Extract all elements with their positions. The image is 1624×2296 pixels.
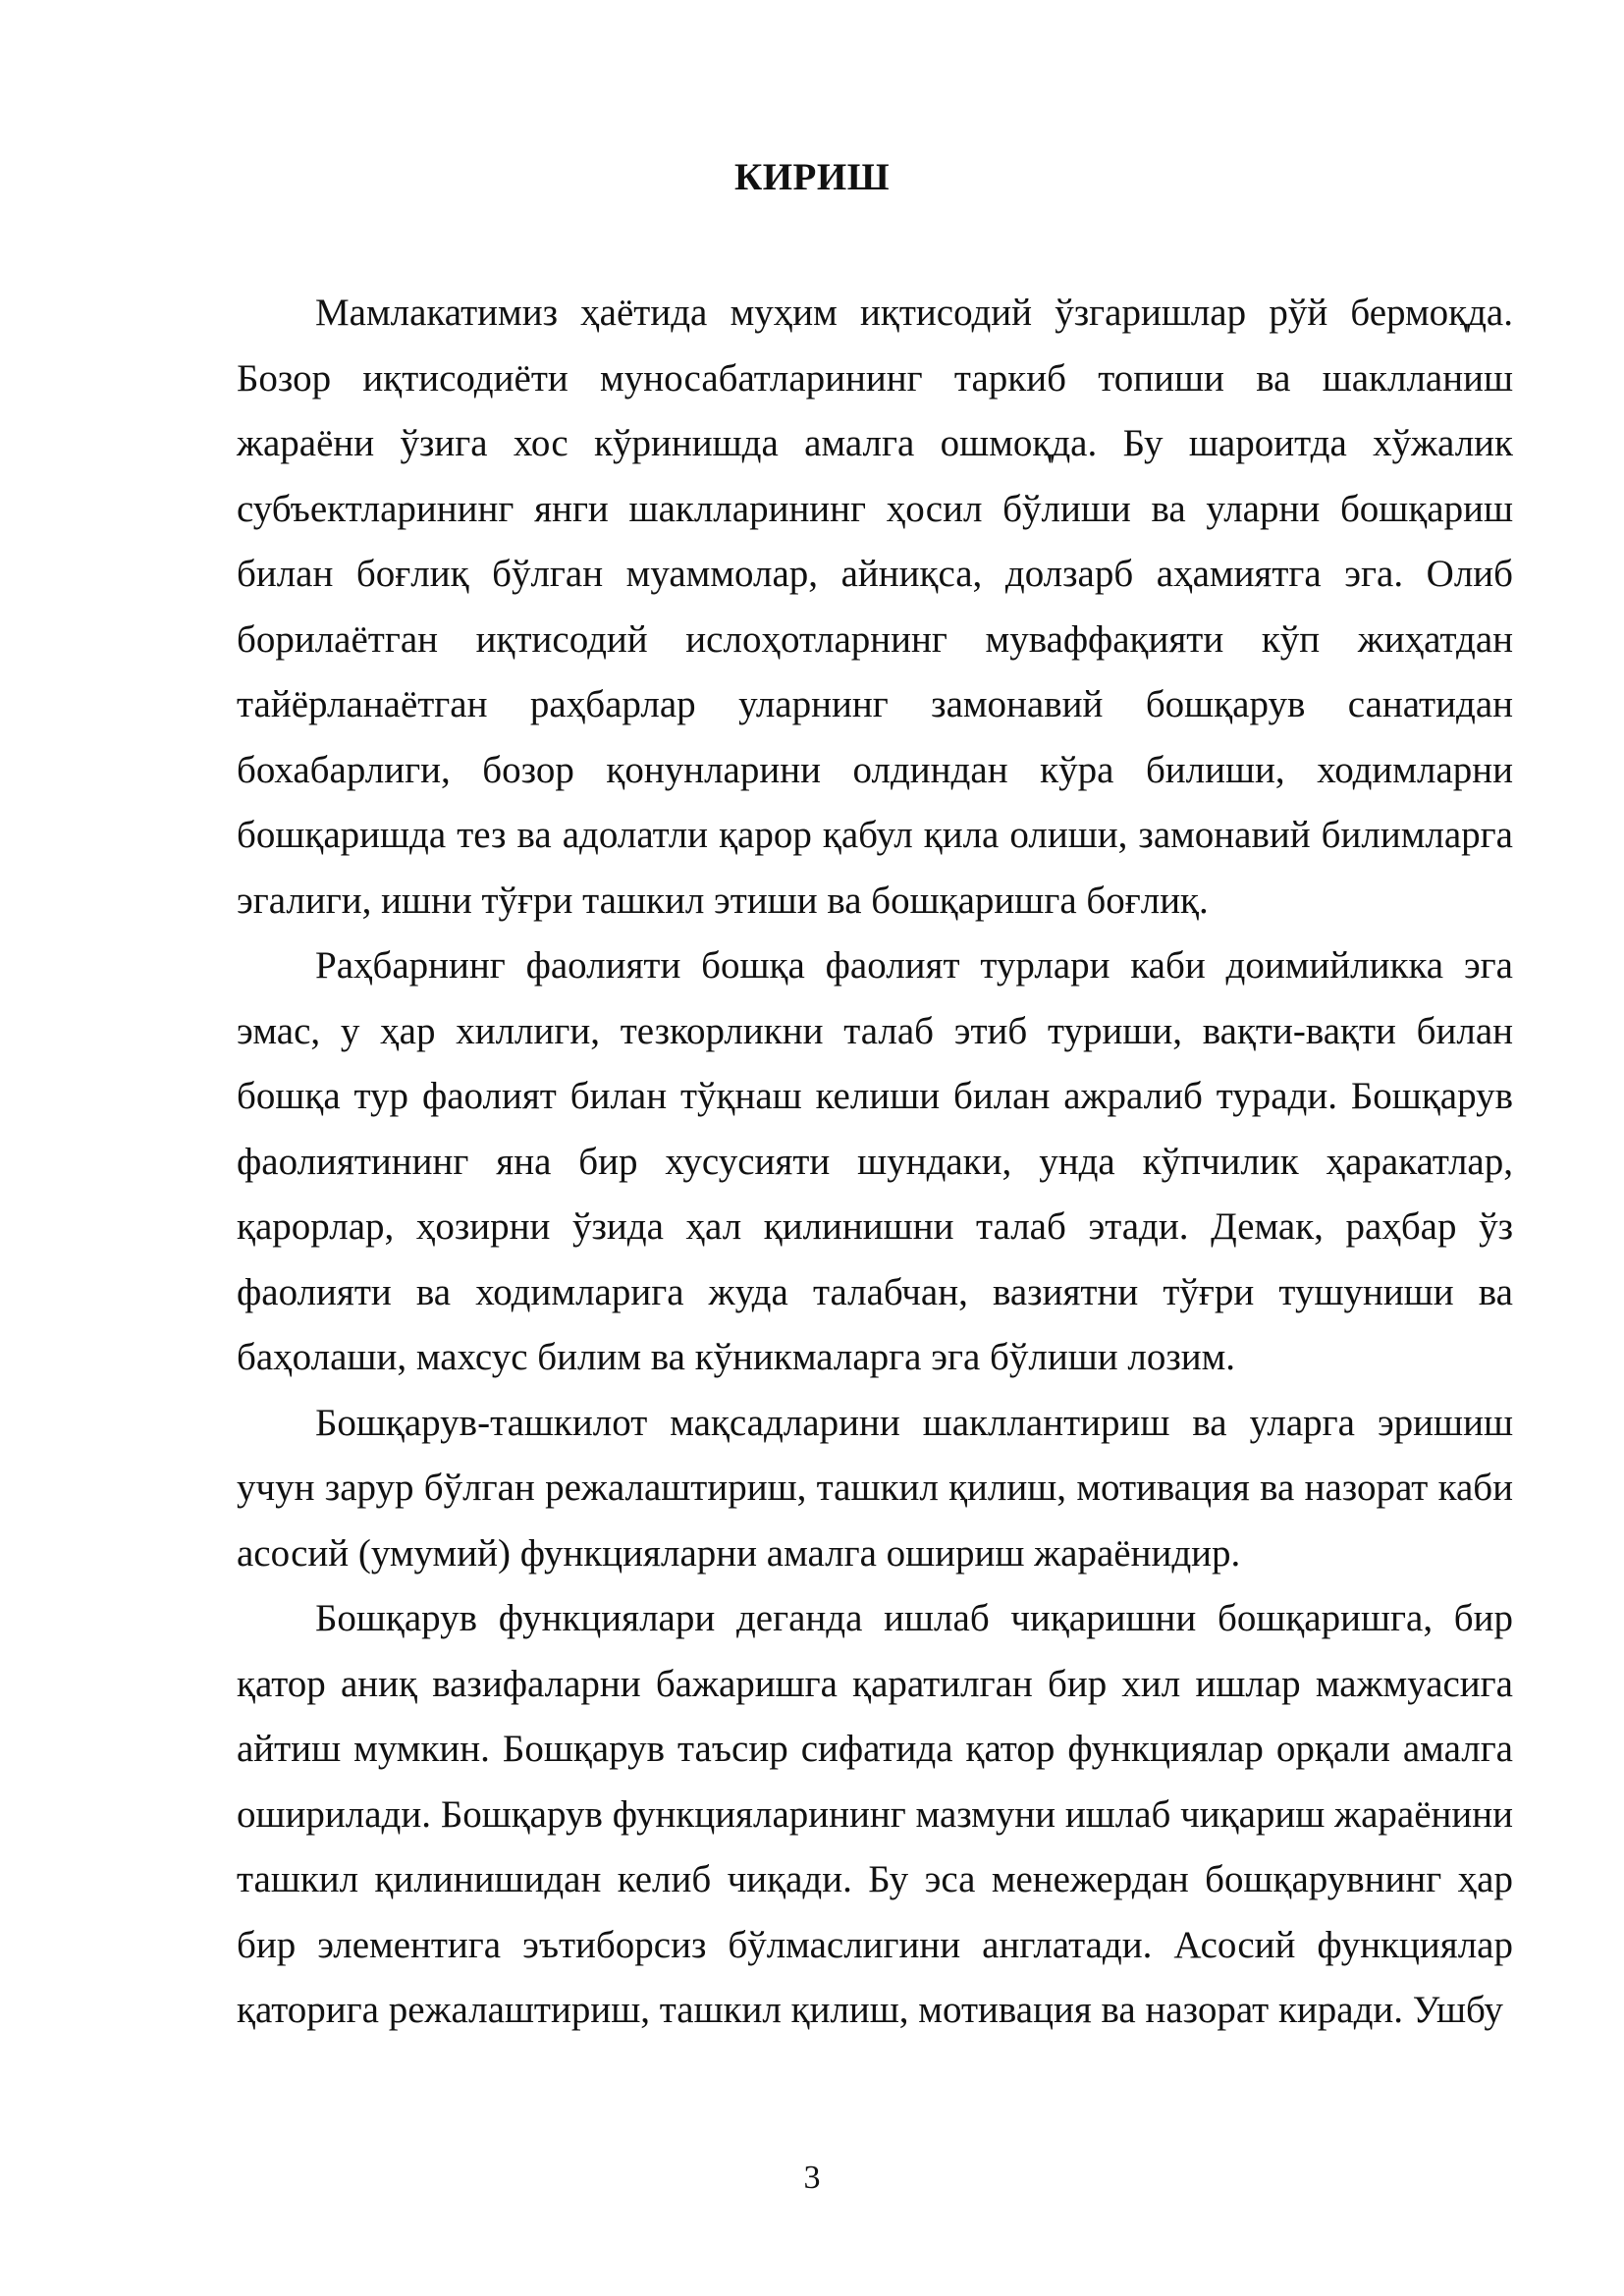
paragraph-2: Раҳбарнинг фаолияти бошқа фаолият турлари каби доимийликка эга эмас, у ҳар хиллиги, тезкорликни талаб этиб туриши, вақти-вақти билан бошқа тур фаолият билан тўқнаш келиши билан ажралиб туради. Бошқарув фаолиятининг яна бир хусусияти шундаки, унда кўпчилик ҳаракатлар, қарорлар, ҳозирни ўзида ҳал қилинишни талаб этади. Демак, раҳбар ўз фаолияти ва ходимларига жуда талабчан, вазиятни тўғри тушуниши ва баҳолаши, махсус билим ва кўникмаларга эга бўлиши лозим. bbox=[237, 944, 1513, 1378]
page-title: КИРИШ bbox=[733, 156, 891, 198]
paragraph-1: Мамлакатимиз ҳаётида муҳим иқтисодий ўзгаришлар рўй бермоқда. Бозор иқтисодиёти муносабатларининг таркиб топиши ва шаклланиш жараёни ўзига хос кўринишда амалга ошмоқда. Бу шароитда хўжалик субъектларининг янги шаклларининг ҳосил бўлиши ва уларни бошқариш билан боғлиқ бўлган муаммолар, айниқса, долзарб аҳамиятга эга. Олиб борилаётган иқтисодий ислоҳотларнинг муваффақияти кўп жиҳатдан тайёрланаётган раҳбарлар уларнинг замонавий бошқарув санатидан бохабарлиги, бозор қонунларини олдиндан кўра билиши, ходимларни бошқаришда тез ва адолатли қарор қабул қила олиши, замонавий билимларга эгалиги, ишни тўғри ташкил этиши ва бошқаришга боғлиқ. bbox=[237, 292, 1513, 922]
paragraph-4: Бошқарув функциялари деганда ишлаб чиқаришни бошқаришга, бир қатор аниқ вазифаларни бажаришга қаратилган бир хил ишлар мажмуасига айтиш мумкин. Бошқарув таъсир сифатида қатор функциялар орқали амалга оширилади. Бошқарув функцияларининг мазмуни ишлаб чиқариш жараёнини ташкил қилинишидан келиб чиқади. Бу эса менежердан бошқарувнинг ҳар бир элементига эътиборсиз бўлмаслигини англатади. Асосий функциялар қаторига режалаштириш, ташкил қилиш, мотивация ва назорат киради. Ушбу bbox=[237, 1597, 1513, 2031]
paragraph-3: Бошқарув-ташкилот мақсадларини шакллантириш ва уларга эришиш учун зарур бўлган режалаштириш, ташкил қилиш, мотивация ва назорат каби асосий (умумий) функцияларни амалга ошириш жараёнидир. bbox=[237, 1401, 1513, 1575]
page-number: 3 bbox=[803, 2160, 821, 2196]
body-text bbox=[237, 281, 1513, 2044]
